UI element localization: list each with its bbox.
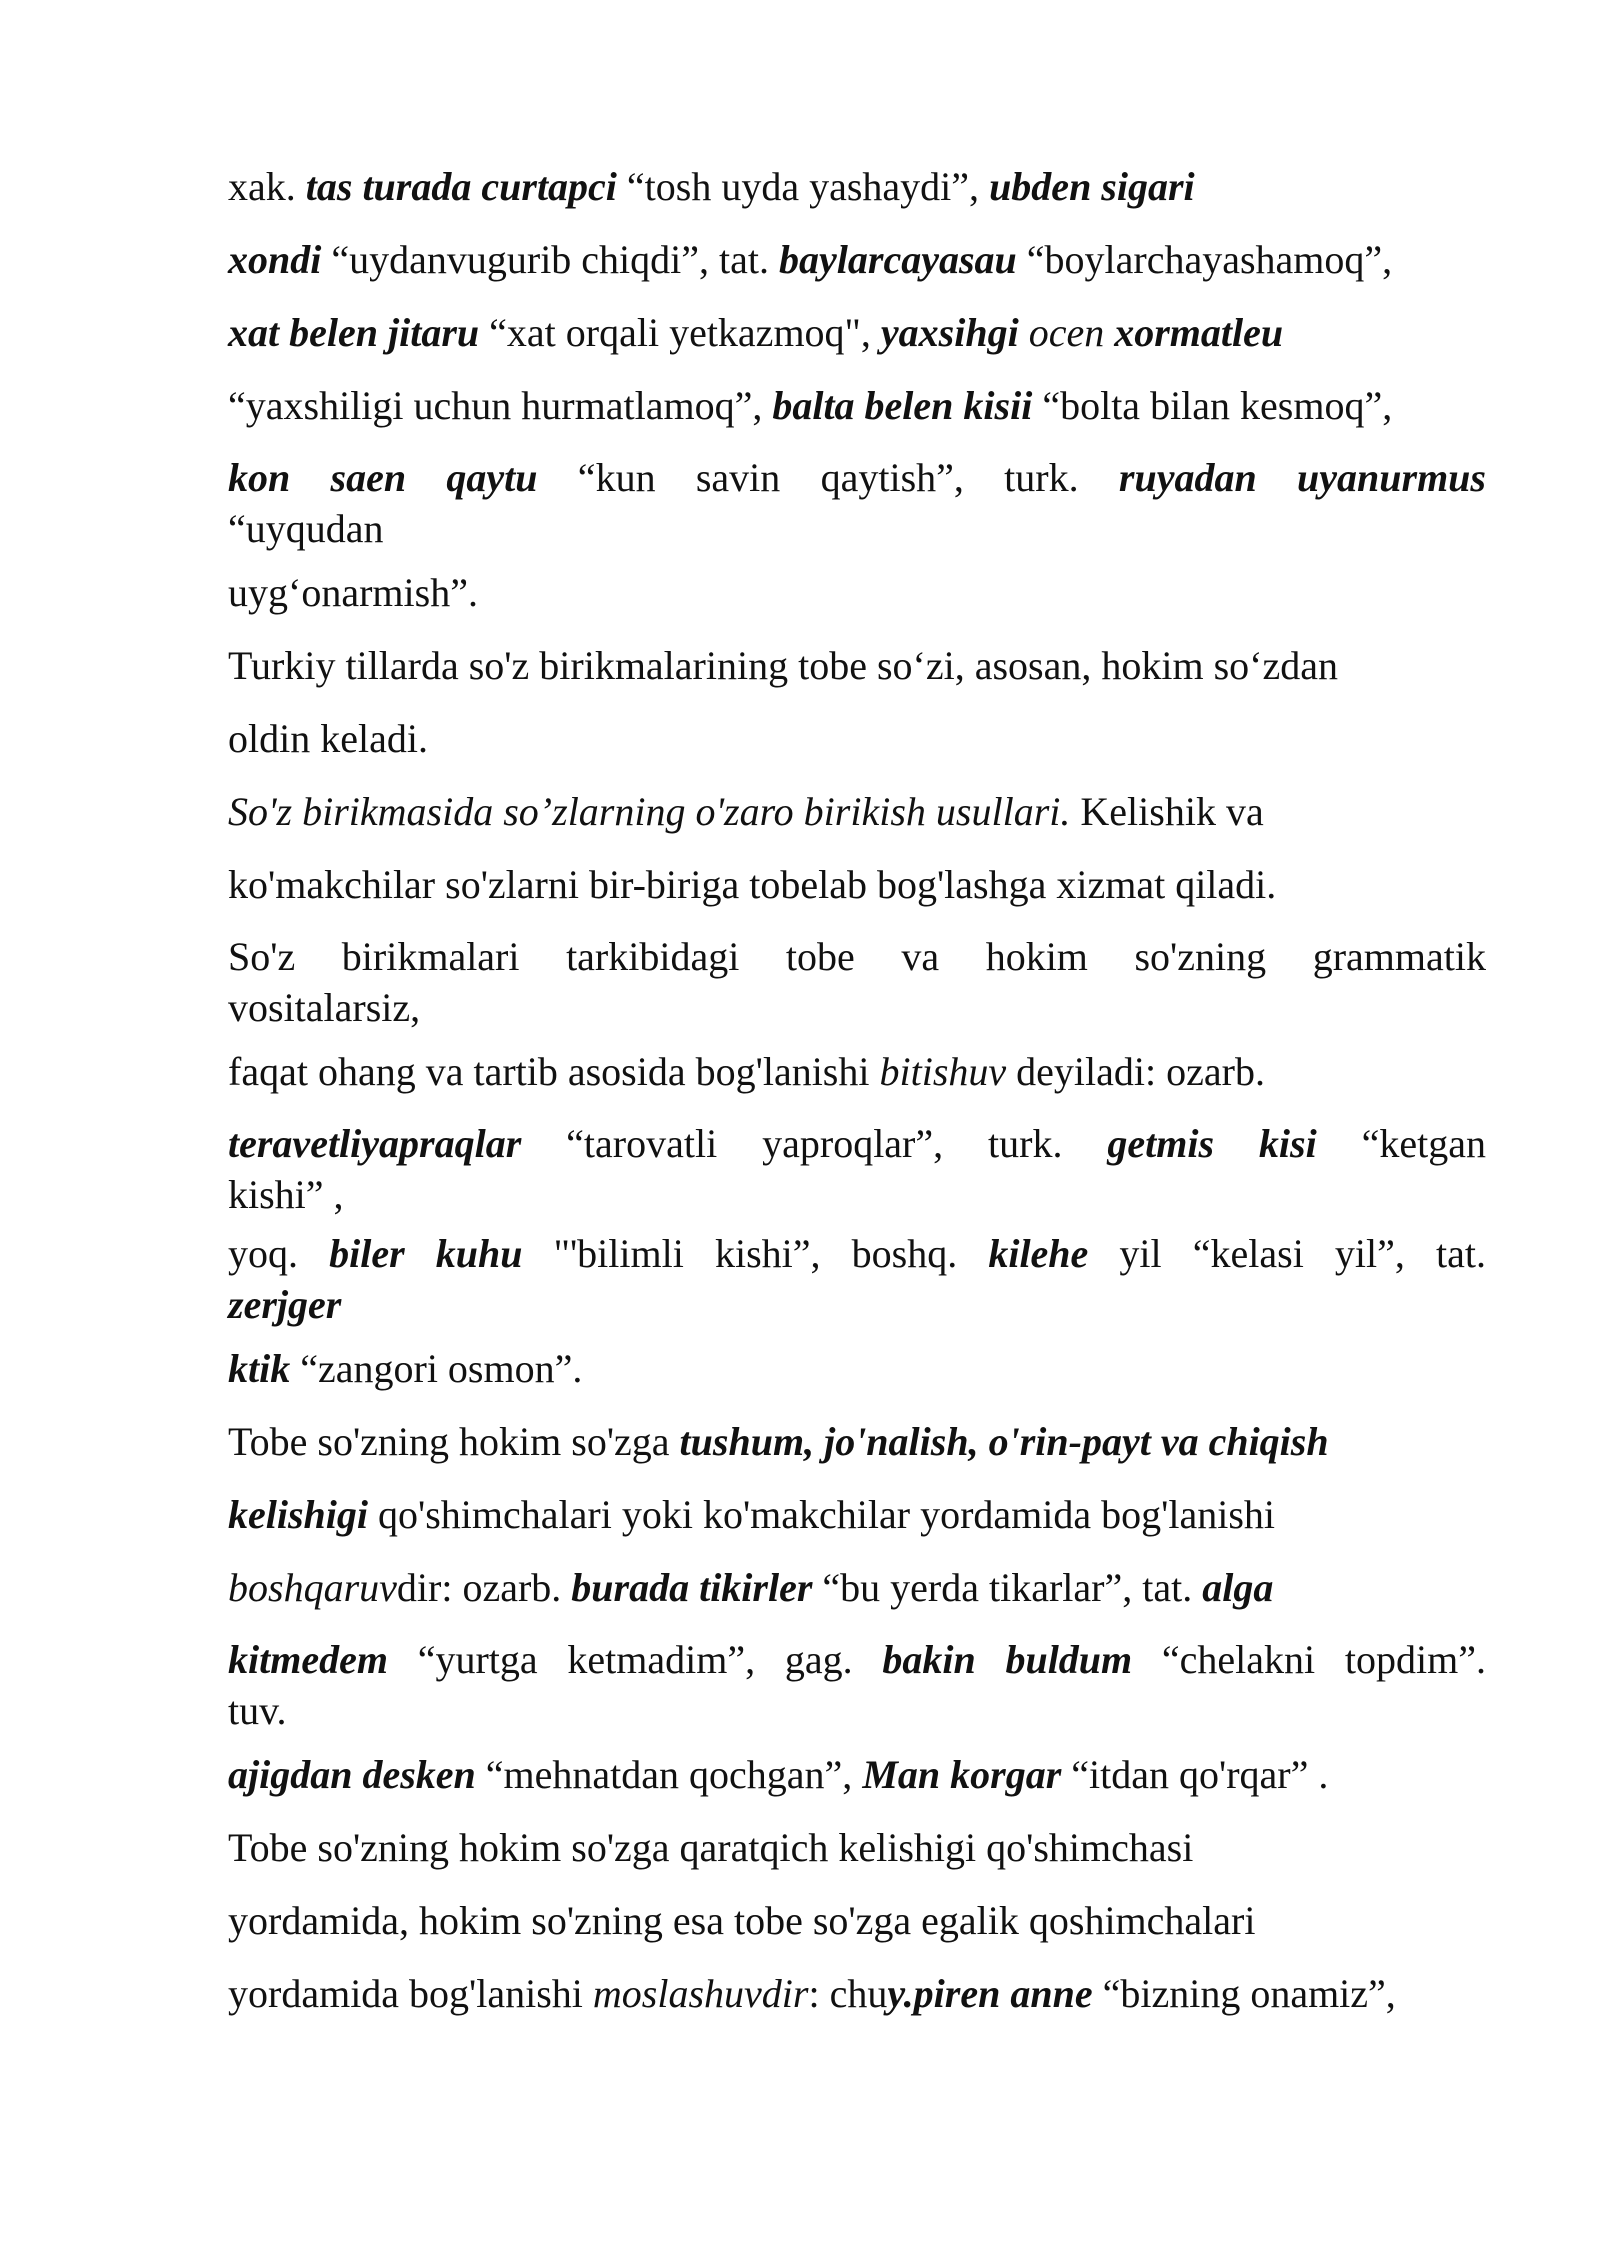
bold-italic-term: yaxsihgi (880, 310, 1019, 355)
text-line (228, 1172, 1486, 1218)
bold-italic-term: ruyadan uyanurmus (1118, 455, 1486, 500)
text-run: faqat ohang va tartib asosida bog'lanishi (228, 1049, 880, 1094)
bold-italic-term: kon saen qaytu (228, 455, 538, 500)
text-run: “ketgan (1316, 1121, 1487, 1166)
text-line (228, 1108, 1486, 1172)
text-run: yil “kelasi yil”, tat. (1088, 1231, 1487, 1276)
text-line (228, 223, 1486, 296)
text-line (228, 921, 1486, 985)
text-run: Tobe so'zning hokim so'zga qaratqich kelishigi qo'shimchasi (228, 1825, 1194, 1870)
bold-italic-term: xormatleu (1114, 310, 1284, 355)
bold-italic-term: xondi (228, 237, 322, 282)
text-line (228, 1884, 1486, 1957)
text-run: "'bilimli kishi”, boshq. (522, 1231, 989, 1276)
italic-term: bitishuv (879, 1049, 1007, 1094)
text-line (228, 150, 1486, 223)
text-line (228, 296, 1486, 369)
bold-italic-term: tushum, jo'nalish, o'rin-payt va chiqish (679, 1419, 1329, 1464)
text-line (228, 442, 1486, 506)
text-line (228, 369, 1486, 442)
text-run: Tobe so'zning hokim so'zga (228, 1419, 680, 1464)
text-run: uyg‘onarmish”. (228, 570, 478, 615)
text-line (228, 1031, 1486, 1108)
text-line (228, 552, 1486, 629)
bold-italic-term: kilehe (988, 1231, 1089, 1276)
text-line (228, 1688, 1486, 1734)
text-line (228, 1551, 1486, 1624)
text-run: yordamida, hokim so'zning esa tobe so'zga egalik qoshimchalari (228, 1898, 1256, 1943)
bold-italic-term: biler kuhu (329, 1231, 523, 1276)
bold-italic-term: balta belen kisii (772, 383, 1033, 428)
text-run: “uydanvugurib chiqdi”, tat. (321, 237, 780, 282)
text-run: “tosh uyda yashaydi”, (616, 164, 990, 209)
bold-italic-term: alga (1202, 1565, 1274, 1610)
bold-italic-term: getmis kisi (1107, 1121, 1317, 1166)
text-run: “uyqudan (228, 506, 384, 551)
text-line (228, 1478, 1486, 1551)
bold-italic-term: kelishigi (228, 1492, 369, 1537)
text-line (228, 1282, 1486, 1328)
text-line (228, 985, 1486, 1031)
bold-italic-term: kitmedem (228, 1637, 388, 1682)
bold-italic-term: ajigdan desken (228, 1752, 476, 1797)
bold-italic-term: Man korgar (862, 1752, 1062, 1797)
text-run: : chu (808, 1971, 888, 2016)
bold-italic-term: ktik (228, 1346, 291, 1391)
bold-italic-term: ubden sigari (989, 164, 1195, 209)
text-run: oldin keladi. (228, 716, 428, 761)
text-line (228, 1405, 1486, 1478)
text-run: “tarovatli yaproqlar”, turk. (521, 1121, 1108, 1166)
bold-italic-term: bakin buldum (882, 1637, 1133, 1682)
bold-italic-term: burada tikirler (571, 1565, 813, 1610)
text-run: “zangori osmon”. (290, 1346, 583, 1391)
text-run: “kun savin qaytish”, turk. (537, 455, 1119, 500)
text-run: qo'shimchalari yoki ko'makchilar yordamida bog'lanishi (368, 1492, 1276, 1537)
text-line (228, 1328, 1486, 1405)
text-run: “yurtga ketmadim”, gag. (387, 1637, 883, 1682)
italic-term: ocen (1028, 310, 1105, 355)
text-line (228, 1624, 1486, 1688)
text-run: “xat orqali yetkazmoq", (479, 310, 881, 355)
text-line (228, 1811, 1486, 1884)
text-run: ko'makchilar so'zlarni bir-biriga tobelab bog'lashga xizmat qiladi. (228, 862, 1277, 907)
bold-italic-term: y.piren anne (887, 1971, 1093, 2016)
bold-italic-term: teravetliyapraqlar (228, 1121, 522, 1166)
text-line (228, 1734, 1486, 1811)
text-run: “yaxshiligi uchun hurmatlamoq”, (228, 383, 773, 428)
bold-italic-term: tas turada curtapci (305, 164, 617, 209)
text-line (228, 848, 1486, 921)
text-line (228, 1218, 1486, 1282)
text-run: “bizning onamiz”, (1092, 1971, 1396, 2016)
italic-term: boshqaruv (228, 1565, 397, 1610)
text-run: tuv. (228, 1688, 287, 1733)
text-run: xak. (228, 164, 306, 209)
text-line (228, 506, 1486, 552)
text-run: “chelakni topdim”. (1132, 1637, 1486, 1682)
text-run (1019, 310, 1029, 355)
bold-italic-term: baylarcayasau (779, 237, 1017, 282)
italic-term: So'z birikmasida so’zlarning o'zaro birikish usullari. (228, 789, 1071, 834)
text-run: “boylarchayashamoq”, (1016, 237, 1393, 282)
text-run: Turkiy tillarda so'z birikmalarining tobe so‘zi, asosan, hokim so‘zdan (228, 643, 1338, 688)
text-run: So'z birikmalari tarkibidagi tobe va hokim so'zning grammatik (228, 934, 1486, 979)
text-run: vositalarsiz, (228, 985, 421, 1030)
text-run: “bolta bilan kesmoq”, (1032, 383, 1393, 428)
text-line (228, 702, 1486, 775)
text-run: “mehnatdan qochgan”, (475, 1752, 863, 1797)
italic-term: moslashuvdir (592, 1971, 809, 2016)
text-run: yordamida bog'lanishi (228, 1971, 593, 2016)
document-page (228, 150, 1486, 2030)
text-run: “itdan qo'rqar” . (1061, 1752, 1329, 1797)
text-line (228, 629, 1486, 702)
bold-italic-term: zerjger (228, 1282, 342, 1327)
text-run: deyiladi: ozarb. (1006, 1049, 1265, 1094)
text-run: “bu yerda tikarlar”, tat. (812, 1565, 1203, 1610)
text-run: Kelishik va (1070, 789, 1264, 834)
text-run: yoq. (228, 1231, 330, 1276)
bold-italic-term: xat belen jitaru (228, 310, 480, 355)
text-run (1104, 310, 1114, 355)
text-run: kishi” , (228, 1172, 344, 1217)
text-line (228, 775, 1486, 848)
text-line (228, 1957, 1486, 2030)
text-run: dir: ozarb. (396, 1565, 572, 1610)
